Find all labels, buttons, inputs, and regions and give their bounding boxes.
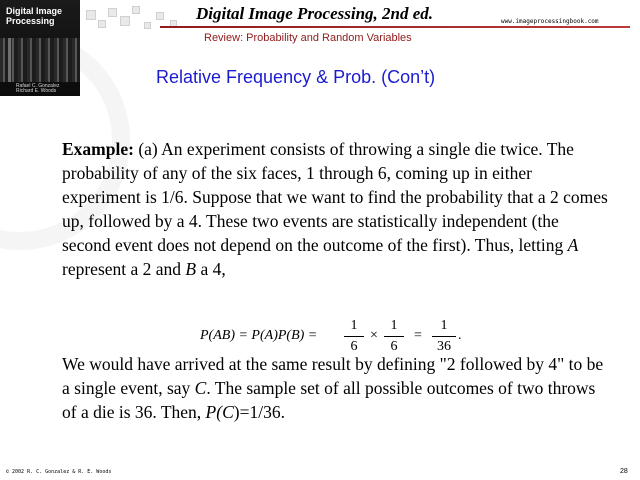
- book-cover-image: [0, 0, 80, 96]
- book-title: Digital Image Processing, 2nd ed.: [196, 4, 434, 23]
- equation-period: .: [458, 328, 462, 343]
- example-label: Example:: [62, 139, 134, 159]
- example-paragraph: [62, 137, 610, 281]
- paragraph-text: . The sample set of all possible outcomes of two throws of a die is 36. Then,: [62, 378, 596, 422]
- fraction-denominator: 36: [437, 339, 451, 354]
- fraction-one-sixth: [384, 318, 404, 355]
- equals-sign: =: [414, 328, 422, 343]
- website-url: www.imageprocessingbook.com: [501, 18, 599, 25]
- cover-authors: Rafael C. Gonzalez Richard E. Woods: [16, 83, 60, 94]
- variable-a: A: [567, 235, 579, 255]
- fraction-numerator: 1: [350, 318, 358, 333]
- cover-artwork: [0, 38, 80, 82]
- fraction-numerator: 1: [390, 318, 398, 333]
- paragraph-text: (a) An experiment consists of throwing a single die twice. The probability of any of the six faces, 1 through 6, coming up in either experiment is 1/6. Suppose that we want to find the probability that a 2 comes up, followed by a 4. These two events are statistically independent (the second event does not depend on the outcome of the first). Thus, letting: [62, 139, 608, 255]
- example-text-block: [62, 137, 610, 281]
- probability-p: P(: [205, 402, 223, 422]
- variable-c: C: [194, 378, 207, 398]
- cover-title: Digital Image Processing: [6, 6, 63, 26]
- fraction-denominator: 6: [390, 339, 398, 354]
- variable-b: B: [185, 259, 197, 279]
- fraction-bar: [432, 336, 456, 337]
- fraction-one-thirty-sixth: [432, 318, 456, 355]
- section-subtitle: Review: Probability and Random Variables: [204, 32, 412, 44]
- paragraph-text: a 4,: [196, 259, 226, 279]
- copyright-notice: © 2002 R. C. Gonzalez & R. E. Woods: [6, 469, 112, 475]
- slide-title: Relative Frequency & Prob. (Con’t): [156, 67, 436, 87]
- page-number: 28: [620, 468, 628, 475]
- paragraph-text: We would have arrived at the same result by defining "2 followed by 4" to be a single event, say: [62, 354, 604, 398]
- paragraph-text: represent a 2 and: [62, 259, 186, 279]
- fraction-denominator: 6: [350, 339, 358, 354]
- fraction-bar: [344, 336, 364, 337]
- fraction-bar: [384, 336, 404, 337]
- times-sign: ×: [370, 328, 378, 343]
- header-divider: [160, 26, 630, 28]
- conclusion-paragraph: [62, 352, 610, 424]
- fraction-one-sixth: [344, 318, 364, 355]
- fraction-numerator: 1: [440, 318, 448, 333]
- variable-c: C: [222, 402, 234, 422]
- probability-result: )=1/36.: [233, 402, 285, 422]
- equation-lhs: P(AB) = P(A)P(B) =: [200, 328, 318, 343]
